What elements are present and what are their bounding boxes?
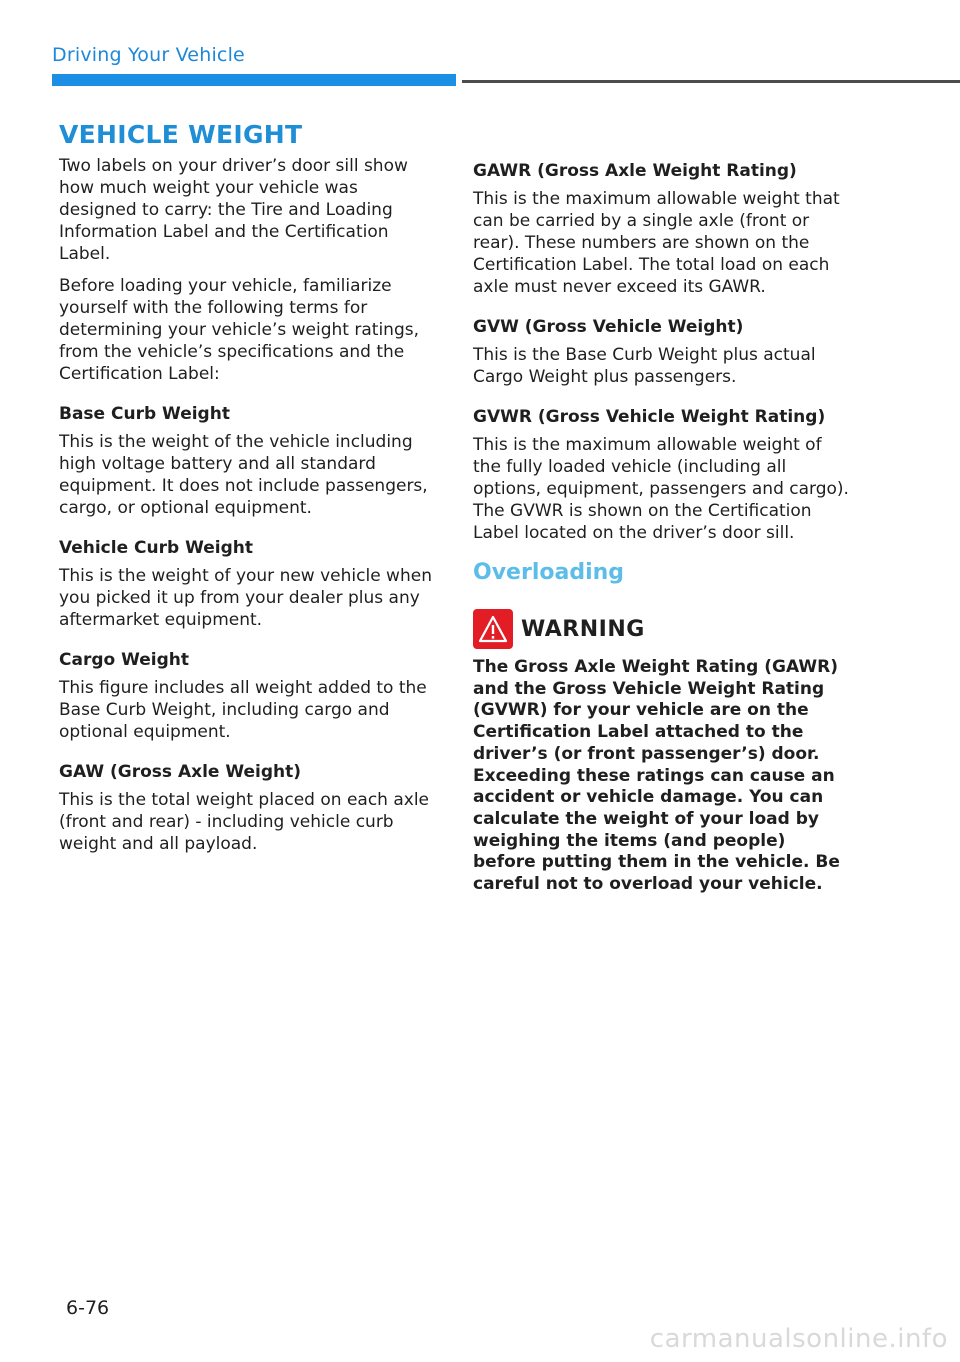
intro-paragraph-1: Two labels on your driver’s door sill show how much weight your vehicle was designed to carry: the Tire and Loading Information Label and the Certification Label. <box>59 156 408 264</box>
term-heading-cargo-weight: Cargo Weight <box>59 650 189 670</box>
section-title: VEHICLE WEIGHT <box>59 120 303 149</box>
watermark: carmanualsonline.info <box>649 1324 948 1354</box>
header-thin-rule <box>462 80 960 83</box>
warning-text: The Gross Axle Weight Rating (GAWR) and the Gross Vehicle Weight Rating (GVWR) for your vehicle are on the Certification Label attached to the driver’s (or front passenger’s) door. Exceeding these ratings can cause an accident or vehicle damage. You can calculate the weight of your load by weighing the items (and people) before putting them in the vehicle. Be careful not to overload your vehicle. <box>473 657 840 895</box>
term-heading-gawr: GAWR (Gross Axle Weight Rating) <box>473 161 797 181</box>
overloading-subheading: Overloading <box>473 560 625 585</box>
intro-paragraph-2: Before loading your vehicle, familiarize yourself with the following terms for determining your vehicle’s weight ratings, from the vehicle’s specifications and the Certification Label: <box>59 276 419 384</box>
term-heading-gvw: GVW (Gross Vehicle Weight) <box>473 317 744 337</box>
header-accent-rule <box>52 74 456 86</box>
term-heading-base-curb-weight: Base Curb Weight <box>59 404 230 424</box>
term-body-gvw: This is the Base Curb Weight plus actual Cargo Weight plus passengers. <box>473 345 816 387</box>
page-number: 6-76 <box>66 1297 110 1319</box>
term-body-gawr: This is the maximum allowable weight that can be carried by a single axle (front or rear). These numbers are shown on the Certification Label. The total load on each axle must never exceed its GAWR. <box>473 189 840 297</box>
warning-triangle-icon <box>473 609 513 649</box>
term-heading-vehicle-curb-weight: Vehicle Curb Weight <box>59 538 253 558</box>
term-body-cargo-weight: This figure includes all weight added to the Base Curb Weight, including cargo and optional equipment. <box>59 678 427 742</box>
term-body-vehicle-curb-weight: This is the weight of your new vehicle when you picked it up from your dealer plus any aftermarket equipment. <box>59 566 432 630</box>
left-column <box>59 120 439 865</box>
term-body-gvwr: This is the maximum allowable weight of the fully loaded vehicle (including all options, equipment, passengers and cargo). The GVWR is shown on the Certification Label located on the driver’s door sill. <box>473 435 849 543</box>
term-body-base-curb-weight: This is the weight of the vehicle including high voltage battery and all standard equipment. It does not include passengers, cargo, or optional equipment. <box>59 432 428 518</box>
warning-box <box>473 609 853 896</box>
header-title: Driving Your Vehicle <box>52 44 245 66</box>
term-heading-gvwr: GVWR (Gross Vehicle Weight Rating) <box>473 407 826 427</box>
term-body-gaw: This is the total weight placed on each axle (front and rear) - including vehicle curb weight and all payload. <box>59 790 429 854</box>
warning-label: WARNING <box>521 616 645 642</box>
term-heading-gaw: GAW (Gross Axle Weight) <box>59 762 302 782</box>
right-column <box>473 160 853 896</box>
warning-header <box>473 609 853 649</box>
